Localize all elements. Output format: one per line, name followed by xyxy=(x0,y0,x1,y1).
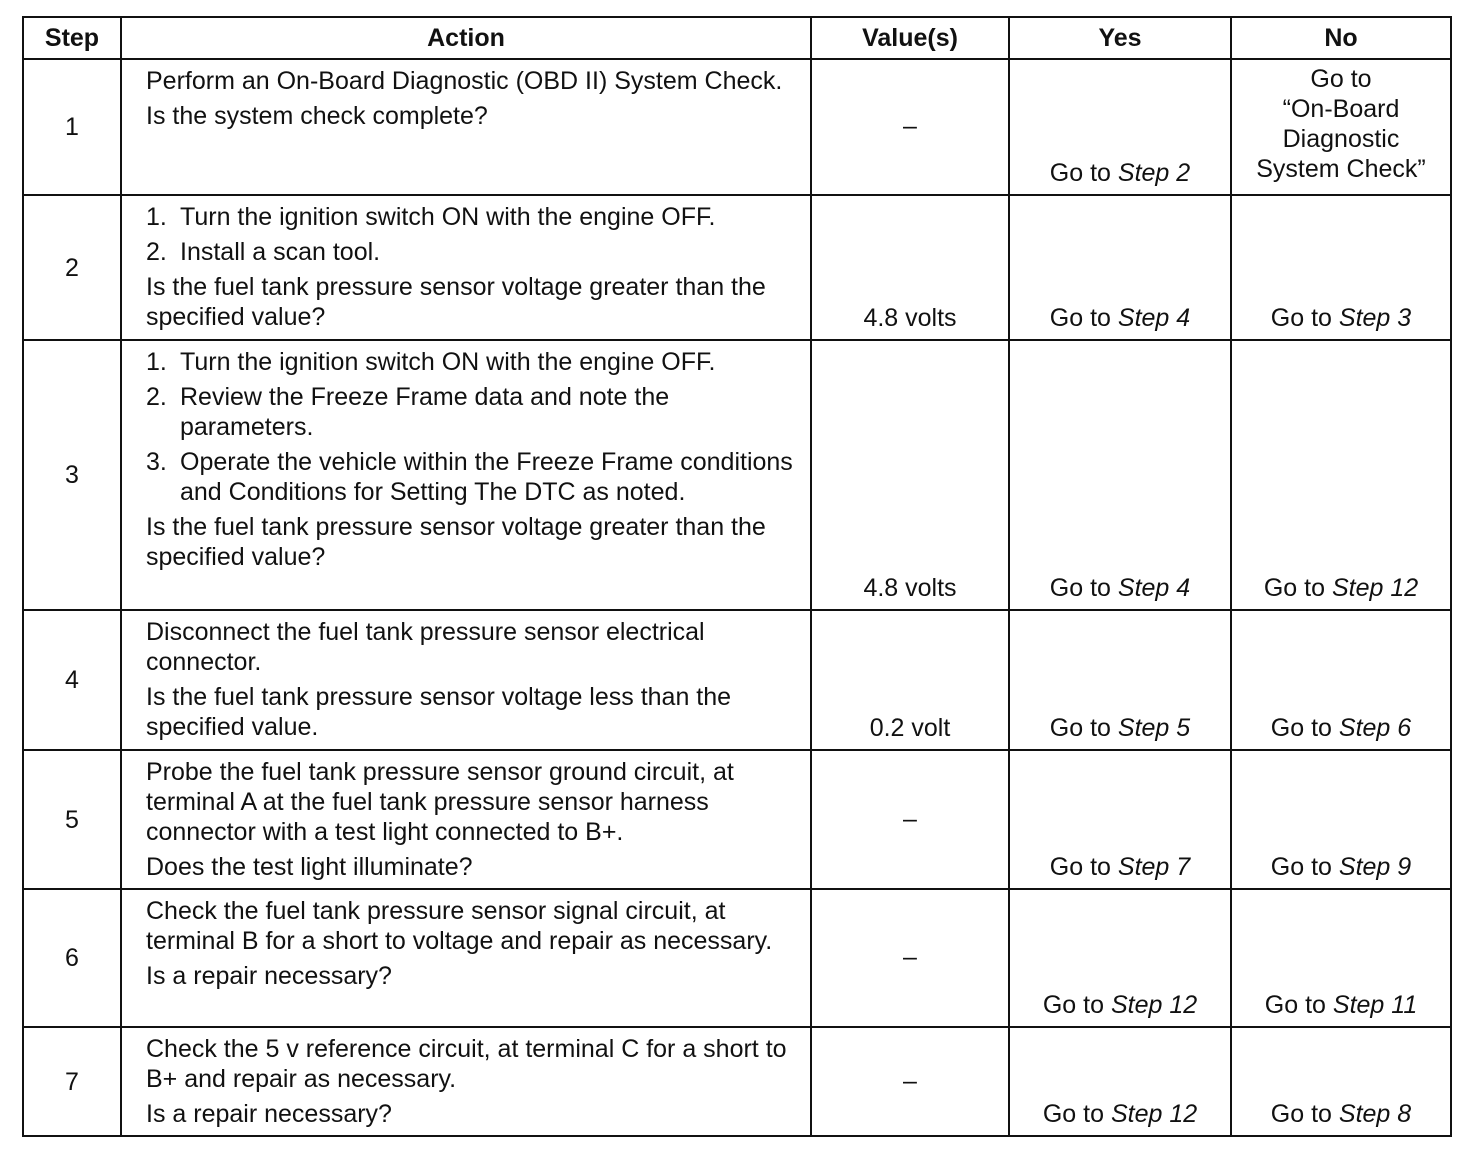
go-to-label: Go to xyxy=(1042,991,1104,1019)
header-yes: Yes xyxy=(1009,17,1231,59)
step-item-text: Turn the ignition switch ON with the engine OFF. xyxy=(180,203,716,231)
no-cell xyxy=(1231,610,1451,750)
yes-step-ref: Step 4 xyxy=(1117,574,1191,602)
action-intro: Perform an On-Board Diagnostic (OBD II) System Check. xyxy=(146,67,783,95)
action-cell xyxy=(121,750,811,889)
action-cell xyxy=(121,195,811,340)
go-to-label: Go to xyxy=(1264,991,1326,1019)
action-question: Does the test light illuminate? xyxy=(146,853,473,881)
action-step xyxy=(146,202,796,232)
yes-cell xyxy=(1009,889,1231,1027)
value-cell: – xyxy=(811,750,1009,889)
value-cell: – xyxy=(811,889,1009,1027)
header-no: No xyxy=(1231,17,1451,59)
action-cell xyxy=(121,610,811,750)
action-cell xyxy=(121,889,811,1027)
step-item-number: 2. xyxy=(146,383,167,411)
no-step-ref: Step 11 xyxy=(1332,991,1418,1019)
go-to-label: Go to xyxy=(1263,574,1325,602)
table-row xyxy=(23,610,1451,750)
go-to-label: Go to xyxy=(1270,714,1332,742)
no-cell xyxy=(1231,59,1451,195)
no-step-ref: Step 12 xyxy=(1331,574,1419,602)
table-row xyxy=(23,59,1451,195)
yes-step-ref: Step 7 xyxy=(1117,853,1191,881)
table-row xyxy=(23,750,1451,889)
table-row xyxy=(23,340,1451,610)
yes-cell xyxy=(1009,195,1231,340)
action-intro: Check the 5 v reference circuit, at terminal C for a short to B+ and repair as necessary. xyxy=(146,1035,787,1093)
action-question: Is a repair necessary? xyxy=(146,962,392,990)
value-cell: 4.8 volts xyxy=(811,195,1009,340)
step-item-number: 1. xyxy=(146,203,167,231)
action-intro: Probe the fuel tank pressure sensor ground circuit, at terminal A at the fuel tank pressure sensor harness connector with a test light connected to B+. xyxy=(146,758,734,846)
go-to-label: Go to xyxy=(1049,853,1111,881)
action-cell xyxy=(121,340,811,610)
step-number: 3 xyxy=(23,340,121,610)
action-intro: Check the fuel tank pressure sensor signal circuit, at terminal B for a short to voltage and repair as necessary. xyxy=(146,897,773,955)
action-step xyxy=(146,382,796,442)
table-row xyxy=(23,195,1451,340)
go-to-label: Go to xyxy=(1049,574,1111,602)
step-number: 5 xyxy=(23,750,121,889)
go-to-label: Go to xyxy=(1270,304,1332,332)
value-cell: – xyxy=(811,1027,1009,1136)
no-step-ref: Step 8 xyxy=(1338,1100,1412,1128)
step-number: 1 xyxy=(23,59,121,195)
no-cell xyxy=(1231,1027,1451,1136)
action-question: Is the fuel tank pressure sensor voltage greater than the specified value? xyxy=(146,273,766,331)
step-number: 4 xyxy=(23,610,121,750)
step-item-text: Operate the vehicle within the Freeze Frame conditions and Conditions for Setting The DTC as noted. xyxy=(180,448,793,506)
no-step-ref: Step 3 xyxy=(1338,304,1412,332)
action-step xyxy=(146,347,796,377)
no-cell xyxy=(1231,195,1451,340)
action-cell xyxy=(121,1027,811,1136)
yes-cell xyxy=(1009,1027,1231,1136)
action-question: Is the fuel tank pressure sensor voltage greater than the specified value? xyxy=(146,513,766,571)
go-to-label: Go to xyxy=(1270,1100,1332,1128)
yes-step-ref: Step 12 xyxy=(1110,1100,1198,1128)
action-question: Is the system check complete? xyxy=(146,102,488,130)
table-row xyxy=(23,1027,1451,1136)
go-to-label: Go to xyxy=(1270,853,1332,881)
value-cell: 0.2 volt xyxy=(811,610,1009,750)
value-cell: – xyxy=(811,59,1009,195)
action-steps xyxy=(146,347,796,507)
header-values: Value(s) xyxy=(811,17,1009,59)
value-cell: 4.8 volts xyxy=(811,340,1009,610)
action-step xyxy=(146,447,796,507)
header-step: Step xyxy=(23,17,121,59)
yes-cell xyxy=(1009,750,1231,889)
header-row xyxy=(23,17,1451,59)
yes-step-ref: Step 2 xyxy=(1117,159,1191,187)
step-item-number: 3. xyxy=(146,448,167,476)
step-item-text: Install a scan tool. xyxy=(180,238,381,266)
step-number: 2 xyxy=(23,195,121,340)
action-steps xyxy=(146,202,796,267)
diagnostic-table xyxy=(22,16,1452,1137)
step-item-number: 2. xyxy=(146,238,167,266)
yes-step-ref: Step 5 xyxy=(1117,714,1191,742)
action-question: Is the fuel tank pressure sensor voltage less than the specified value. xyxy=(146,683,732,741)
no-step-ref: Step 6 xyxy=(1338,714,1412,742)
go-to-label: Go to xyxy=(1049,304,1111,332)
action-question: Is a repair necessary? xyxy=(146,1100,392,1128)
action-intro: Disconnect the fuel tank pressure sensor electrical connector. xyxy=(146,618,705,676)
yes-step-ref: Step 4 xyxy=(1117,304,1191,332)
yes-cell xyxy=(1009,340,1231,610)
go-to-label: Go to xyxy=(1042,1100,1104,1128)
action-cell xyxy=(121,59,811,195)
table-row xyxy=(23,889,1451,1027)
go-to-label: Go to xyxy=(1049,159,1111,187)
no-cell xyxy=(1231,889,1451,1027)
action-step xyxy=(146,237,796,267)
header-action: Action xyxy=(121,17,811,59)
yes-step-ref: Step 12 xyxy=(1110,991,1198,1019)
step-item-number: 1. xyxy=(146,348,167,376)
yes-cell xyxy=(1009,59,1231,195)
no-text: Go to “On-Board Diagnostic System Check” xyxy=(1256,65,1426,183)
step-number: 7 xyxy=(23,1027,121,1136)
step-item-text: Review the Freeze Frame data and note the parameters. xyxy=(180,383,670,441)
step-item-text: Turn the ignition switch ON with the engine OFF. xyxy=(180,348,716,376)
go-to-label: Go to xyxy=(1049,714,1111,742)
no-cell xyxy=(1231,750,1451,889)
step-number: 6 xyxy=(23,889,121,1027)
no-step-ref: Step 9 xyxy=(1338,853,1412,881)
no-cell xyxy=(1231,340,1451,610)
yes-cell xyxy=(1009,610,1231,750)
